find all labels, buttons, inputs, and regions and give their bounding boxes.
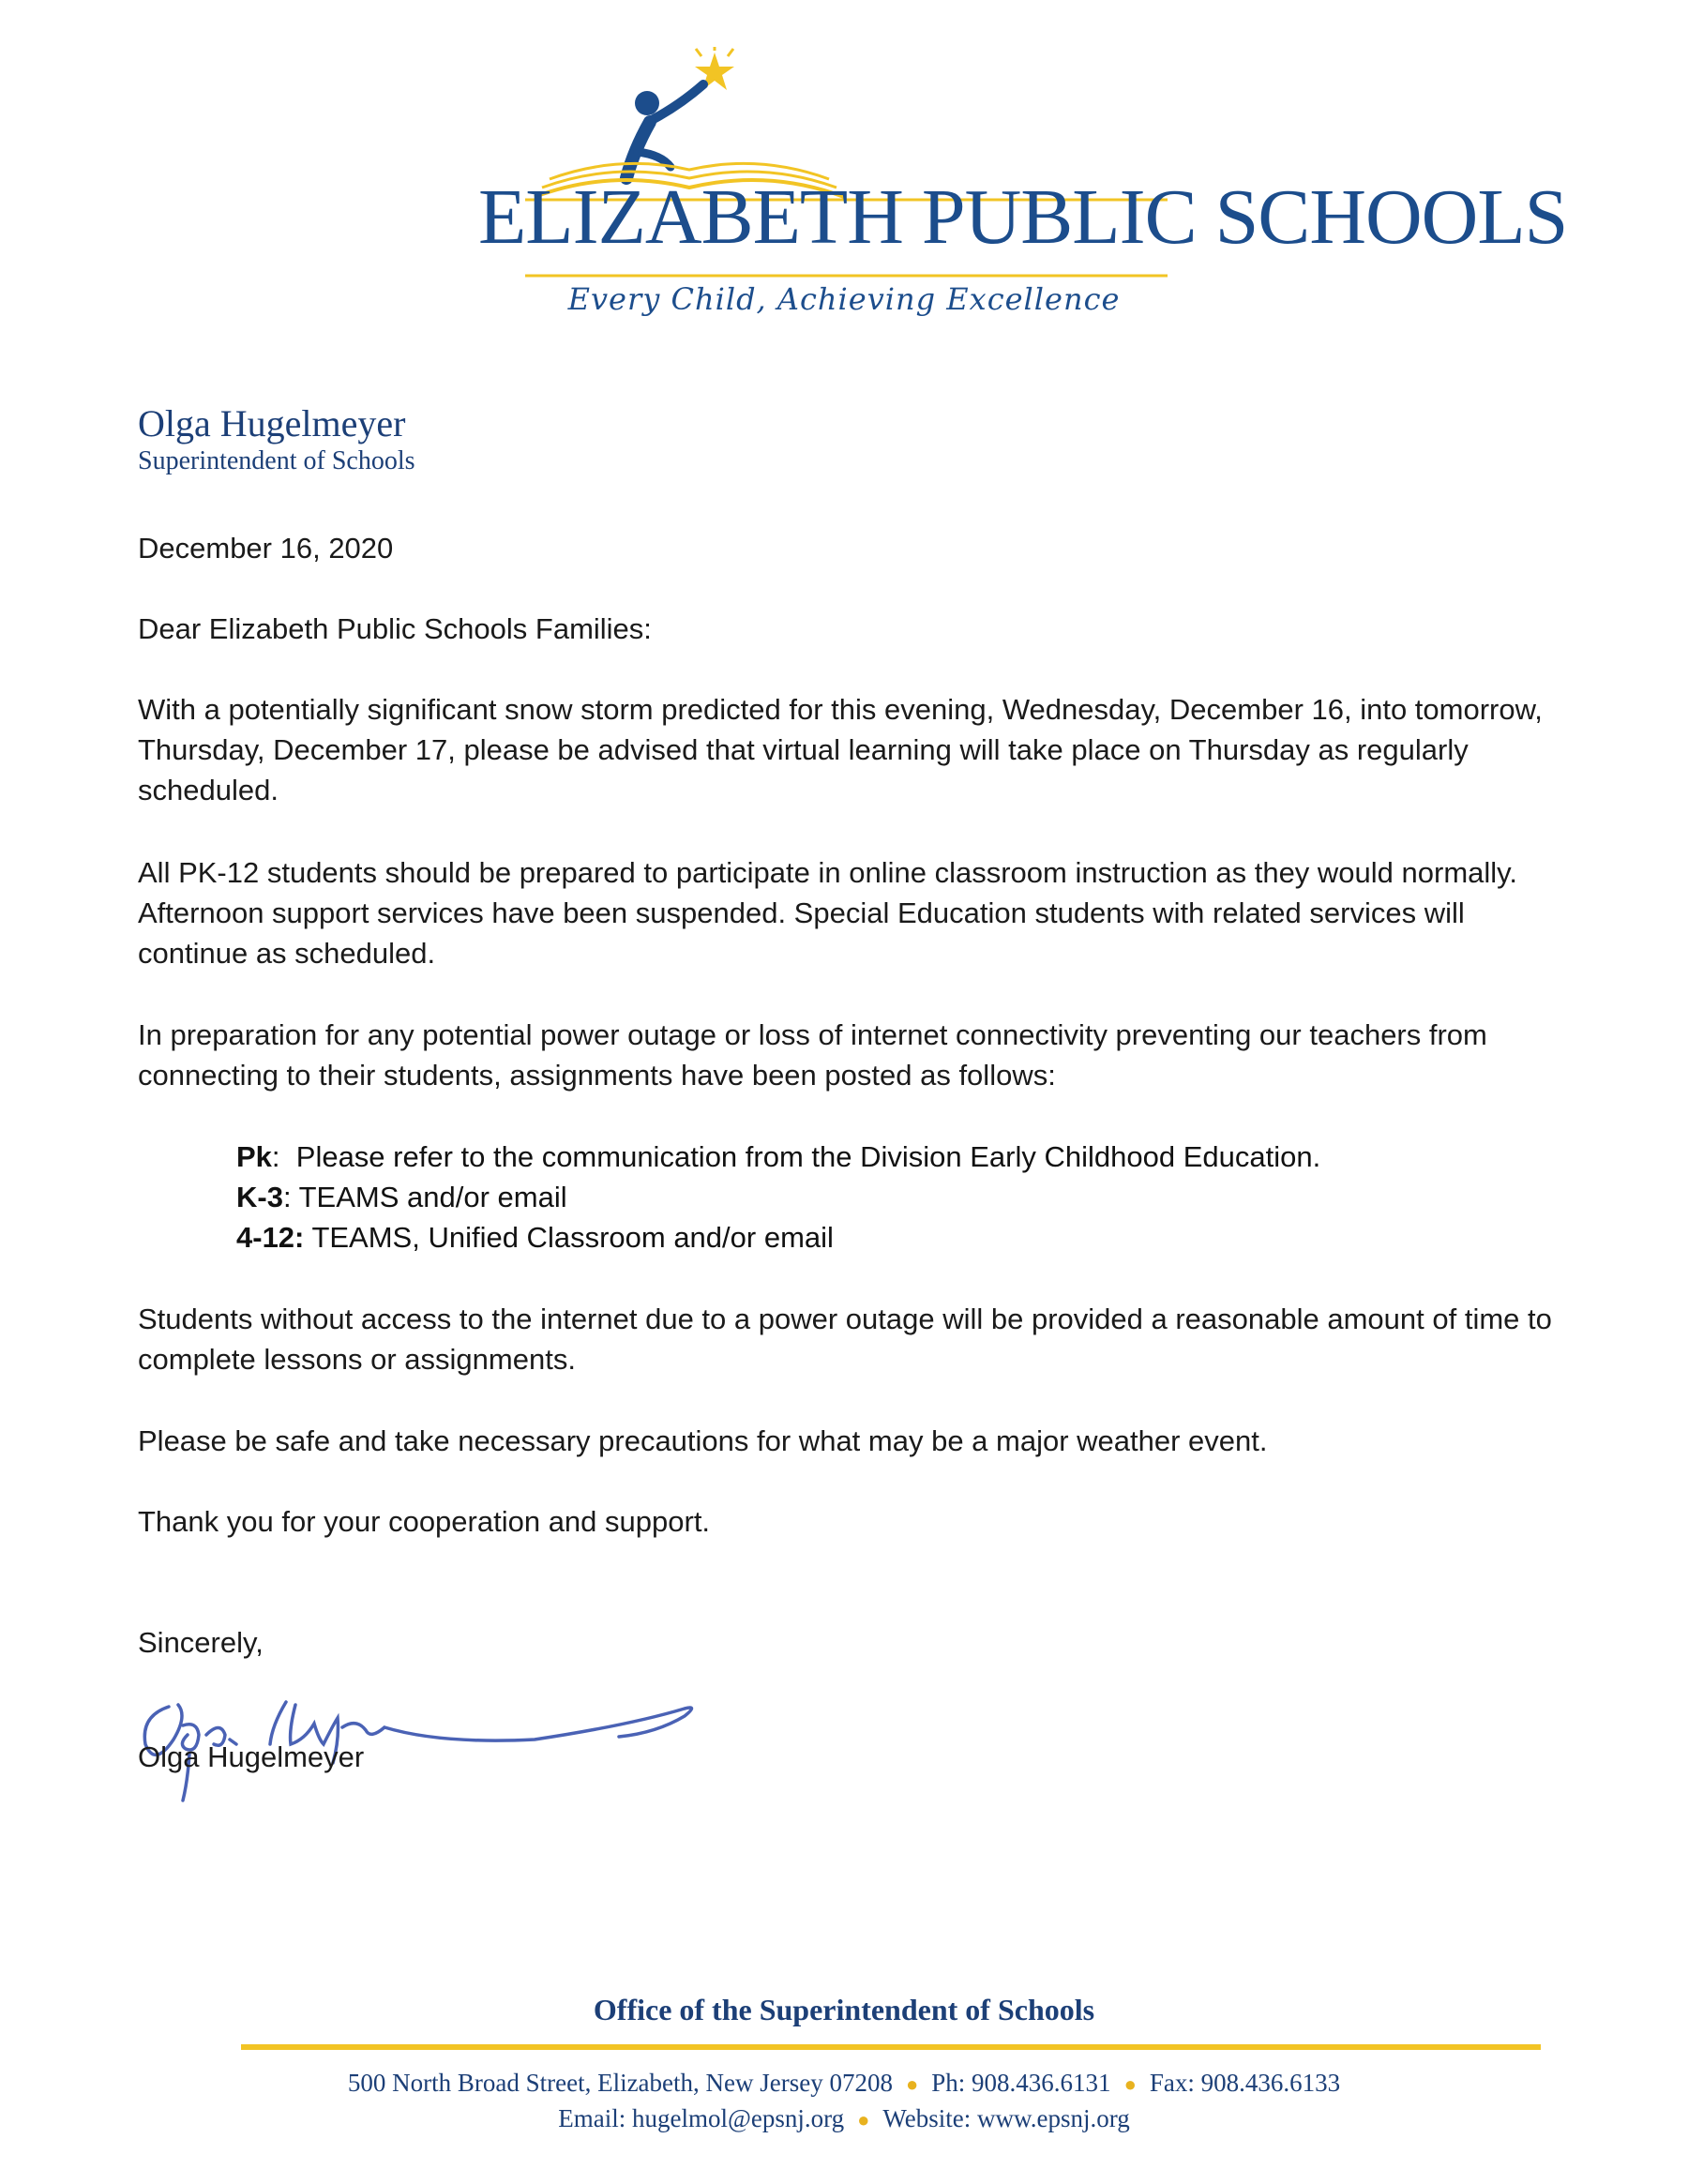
sender-title: Superintendent of Schools — [138, 446, 415, 475]
handwritten-signature — [131, 1650, 731, 1810]
assignment-list — [236, 1137, 1320, 1258]
paragraph-4: Students without access to the internet due to a power outage will be provided a reasonable amount of time to complete lessons or assignments. — [138, 1303, 1552, 1376]
assignment-item: K-3: TEAMS and/or email — [236, 1181, 567, 1213]
closing: Sincerely, — [138, 1626, 264, 1659]
org-name: ELIZABETH PUBLIC SCHOOLS — [478, 173, 1568, 261]
bullet-separator: ● — [1123, 2072, 1137, 2096]
footer-email[interactable]: Email: hugelmol@epsnj.org — [558, 2104, 845, 2132]
footer-address: 500 North Broad Street, Elizabeth, New Jersey 07208 — [347, 2069, 893, 2097]
assignment-item — [236, 1217, 1320, 1258]
footer-phone: Ph: 908.436.6131 — [931, 2069, 1111, 2097]
assignment-detail: Please refer to the communication from the Division Early Childhood Education. — [295, 1140, 1321, 1173]
signer-name: Olga Hugelmeyer — [138, 1740, 365, 1773]
assignment-grade: K-3 — [236, 1181, 283, 1213]
paragraph-2: All PK-12 students should be prepared to participate in online classroom instruction as they would normally. Afternoon support services have been suspended. Special Education students with related services will continue as scheduled. — [138, 856, 1517, 970]
school-logo — [469, 47, 1568, 338]
assignment-grade: Pk — [236, 1140, 272, 1173]
footer-fax: Fax: 908.436.6133 — [1149, 2069, 1341, 2097]
assignment-item: Pk: Please refer to the communication from the Division Early Childhood Education. — [236, 1140, 1321, 1173]
bullet-separator: ● — [857, 2108, 870, 2131]
paragraph-3: In preparation for any potential power outage or loss of internet connectivity preventing our teachers from connecting to their students, assignments have been posted as follows: — [138, 1018, 1487, 1092]
footer-contact-line — [0, 2069, 1688, 2098]
paragraph-6: Thank you for your cooperation and support. — [138, 1505, 711, 1538]
paragraph-1: With a potentially significant snow storm predicted for this evening, Wednesday, December 16, into tomorrow, Thursday, December 17, please be advised that virtual learning will take place on Thursday as regularly scheduled. — [138, 693, 1543, 806]
salutation: Dear Elizabeth Public Schools Families: — [138, 612, 652, 645]
assignment-detail: TEAMS and/or email — [298, 1181, 567, 1213]
footer-website[interactable]: Website: www.epsnj.org — [882, 2104, 1130, 2132]
bullet-separator: ● — [905, 2072, 919, 2096]
footer-office: Office of the Superintendent of Schools — [593, 1993, 1095, 2026]
assignment-grade: 4-12: — [236, 1221, 305, 1254]
paragraph-5: Please be safe and take necessary precautions for what may be a major weather event. — [138, 1424, 1268, 1457]
footer-web-line — [0, 2104, 1688, 2133]
assignment-detail: TEAMS, Unified Classroom and/or email — [311, 1221, 834, 1254]
org-tagline: Every Child, Achieving Excellence — [567, 281, 1121, 317]
footer-divider — [241, 2044, 1541, 2050]
letter-date: December 16, 2020 — [138, 532, 394, 565]
sender-name: Olga Hugelmeyer — [138, 402, 406, 444]
